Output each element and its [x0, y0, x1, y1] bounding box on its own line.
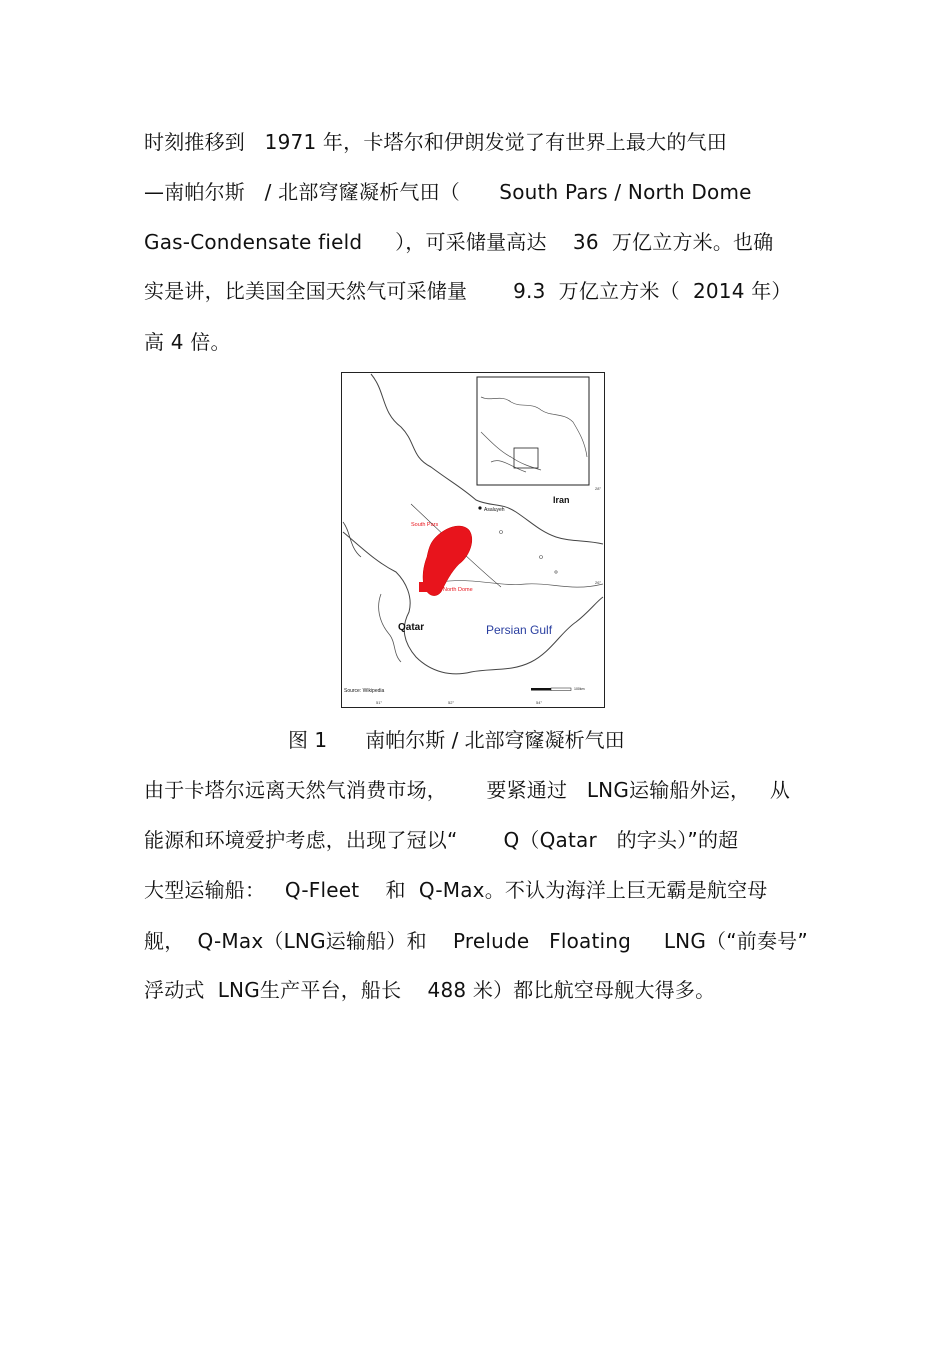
text-line: Gas-Condensate field ），可采储量高达 36 万亿立方米。也确 — [144, 230, 774, 254]
figure-caption: 图 1 南帕尔斯 / 北部穹窿凝析气田 — [288, 728, 625, 752]
label-south-pars: South Pars — [411, 522, 439, 528]
label-lon-52: 52° — [448, 700, 455, 705]
label-lat-26: 26° — [595, 580, 602, 585]
label-asaluyeh: Asaluyeh — [484, 507, 505, 513]
text-line: 能源和环境爱护考虑，出现了冠以“ Q（Qatar 的字头）”的超 — [144, 828, 739, 852]
svg-text:100km: 100km — [574, 687, 585, 691]
label-lat-28: 28° — [595, 486, 602, 491]
label-lon-54: 54° — [536, 700, 543, 705]
label-source: Source: Wikipedia — [344, 688, 385, 694]
label-lon-51: 51° — [376, 700, 383, 705]
label-persian-gulf: Persian Gulf — [486, 623, 553, 637]
label-north-dome: North Dome — [443, 587, 473, 593]
text-line: 时刻推移到 1971 年，卡塔尔和伊朗发觉了有世界上最大的气田 — [144, 130, 727, 154]
label-qatar: Qatar — [398, 622, 425, 633]
text-line: 由于卡塔尔远离天然气消费市场， 要紧通过 LNG运输船外运， 从 — [144, 778, 791, 802]
inset-map — [477, 377, 589, 485]
text-line: 高 4 倍。 — [144, 330, 231, 354]
text-line: 舰， Q-Max（LNG运输船）和 Prelude Floating LNG（“前奏号” — [144, 929, 808, 953]
map-figure — [341, 372, 605, 708]
text-line: 浮动式 LNG生产平台，船长 488 米）都比航空母舰大得多。 — [144, 978, 716, 1002]
text-line: —南帕尔斯 / 北部穹窿凝析气田（ South Pars / North Dome — [144, 180, 752, 204]
text-line: 大型运输船： Q-Fleet 和 Q-Max。不认为海洋上巨无霸是航空母 — [144, 878, 768, 902]
text-line: 实是讲，比美国全国天然气可采储量 9.3 万亿立方米（ 2014 年） — [144, 279, 792, 303]
label-iran: Iran — [553, 495, 570, 505]
